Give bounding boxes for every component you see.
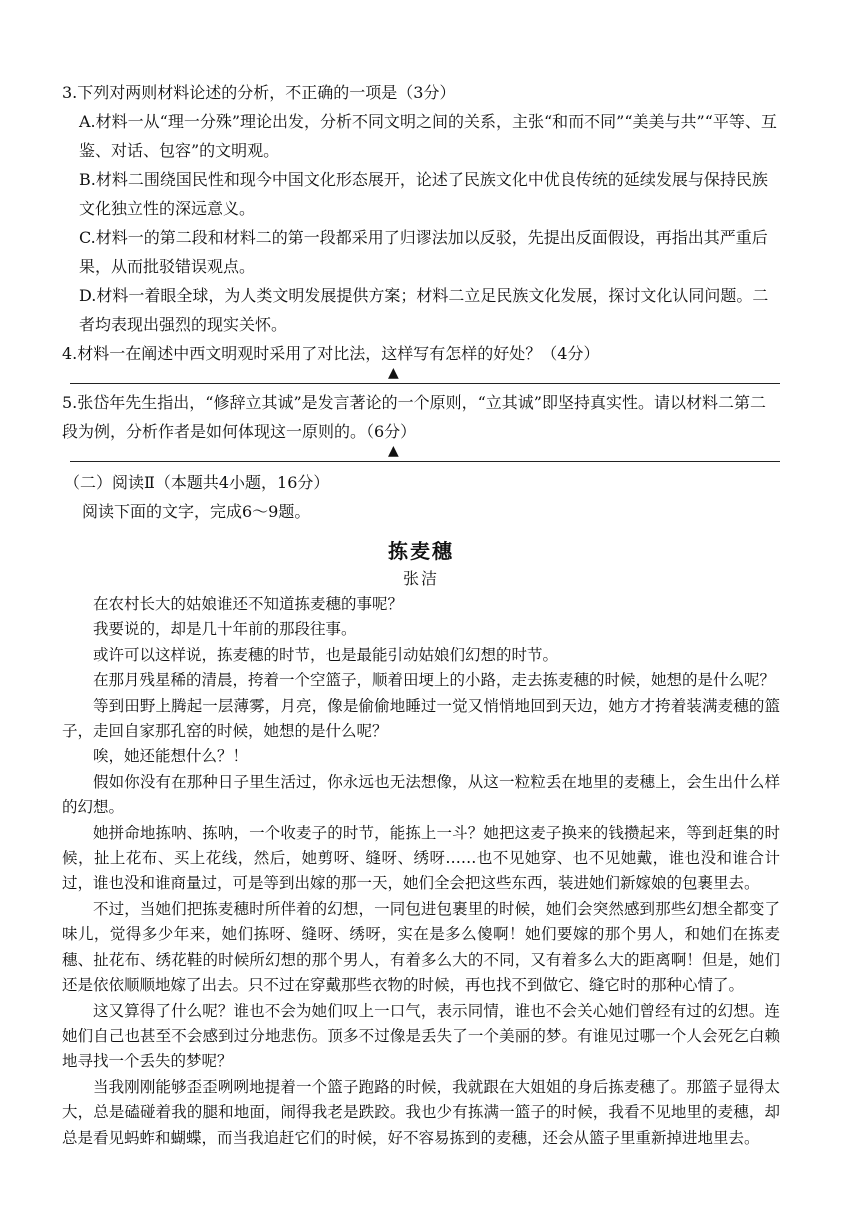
section-heading: （二）阅读Ⅱ（本题共4小题，16分）	[64, 473, 330, 492]
article-paragraph: 在那月残星稀的清晨，挎着一个空篮子，顺着田埂上的小路，走去拣麦穗的时候，她想的是什么呢？	[93, 671, 776, 690]
answer-marker-triangle: ▲	[388, 443, 399, 459]
article-author: 张洁	[402, 569, 439, 588]
question-3-stem: 3.下列对两则材料论述的分析，不正确的一项是（3分）	[62, 83, 456, 102]
article-paragraph: 这又算得了什么呢？谁也不会为她们叹上一口气，表示同情，谁也不会关心她们曾经有过的幻想。连她们自己也甚至不会感到过分地悲伤。顶多不过像是丢失了一个美丽的梦。有谁见过哪一个人会死乞白赖地寻找一个丢失的梦呢？	[62, 1001, 780, 1071]
section-instruction: 阅读下面的文字，完成6～9题。	[82, 502, 311, 521]
question-3-option-c: C.材料一的第二段和材料二的第一段都采用了归谬法加以反驳，先提出反面假设，再指出其严重后果，从而批驳错误观点。	[79, 228, 768, 276]
article-title: 拣麦穗	[388, 539, 454, 563]
article-paragraph: 等到田野上腾起一层薄雾，月亮，像是偷偷地睡过一觉又悄悄地回到天边，她方才挎着装满麦穗的篮子，走回自家那孔窑的时候，她想的是什么呢？	[62, 696, 780, 741]
article-paragraph: 当我刚刚能够歪歪咧咧地提着一个篮子跑路的时候，我就跟在大姐姐的身后拣麦穗了。那篮子显得太大，总是磕碰着我的腿和地面，闹得我老是跌跤。我也少有拣满一篮子的时候，我看不见地里的麦穗，却总是看见蚂蚱和蝴蝶，而当我追赶它们的时候，好不容易拣到的麦穗，还会从篮子里重新掉进地里去。	[62, 1077, 780, 1147]
article-paragraph: 在农村长大的姑娘谁还不知道拣麦穗的事呢？	[93, 595, 404, 613]
question-5-answer-line	[70, 443, 780, 462]
article-paragraph: 或许可以这样说，拣麦穗的时节，也是最能引动姑娘们幻想的时节。	[93, 645, 559, 664]
answer-marker-triangle: ▲	[388, 365, 399, 381]
article-paragraph: 我要说的，却是几十年前的那段往事。	[93, 620, 357, 639]
question-3-option-b: B.材料二围绕国民性和现今中国文化形态展开，论述了民族文化中优良传统的延续发展与保持民族文化独立性的深远意义。	[79, 170, 768, 218]
article-paragraph: 唉，她还能想什么？！	[93, 747, 249, 766]
exam-page	[62, 78, 780, 1151]
question-3	[62, 78, 780, 339]
article-paragraph: 不过，当她们把拣麦穗时所伴着的幻想，一同包进包裹里的时候，她们会突然感到那些幻想全都变了味儿，觉得多少年来，她们拣呀、缝呀、绣呀，实在是多么傻啊！她们要嫁的那个男人，和她们在拣麦穗、扯花布、绣花鞋的时候所幻想的那个男人，有着多么大的不同，又有着多么大的距离啊！但是，她们还是依依顺顺地嫁了出去。只不过在穿戴那些衣物的时候，再也找不到做它、缝它时的那种心情了。	[62, 899, 780, 995]
article-body	[62, 592, 780, 1151]
question-5	[62, 388, 780, 462]
question-4-answer-line	[70, 365, 780, 384]
article-paragraph: 她拼命地拣呐、拣呐，一个收麦子的时节，能拣上一斗？她把这麦子换来的钱攒起来，等到赶集的时候，扯上花布、买上花线，然后，她剪呀、缝呀、绣呀……也不见她穿、也不见她戴，谁也没和谁合计过，谁也没和谁商量过，可是等到出嫁的那一天，她们全会把这些东西，装进她们新嫁娘的包裹里去。	[62, 823, 780, 893]
question-4-stem: 4.材料一在阐述中西文明观时采用了对比法，这样写有怎样的好处？（4分）	[62, 344, 600, 363]
question-5-stem: 5.张岱年先生指出，“修辞立其诚”是发言著论的一个原则，“立其诚”即坚持真实性。请以材料二第二段为例，分析作者是如何体现这一原则的。（6分）	[62, 393, 766, 441]
question-4	[62, 339, 780, 384]
question-3-option-a: A.材料一从“理一分殊”理论出发，分析不同文明之间的关系，主张“和而不同”“美美与共”“平等、互鉴、对话、包容”的文明观。	[79, 112, 777, 160]
article-paragraph: 假如你没有在那种日子里生活过，你永远也无法想像，从这一粒粒丢在地里的麦穗上，会生出什么样的幻想。	[62, 772, 780, 817]
question-3-option-d: D.材料一着眼全球，为人类文明发展提供方案；材料二立足民族文化发展，探讨文化认同问题。二者均表现出强烈的现实关怀。	[79, 286, 769, 334]
